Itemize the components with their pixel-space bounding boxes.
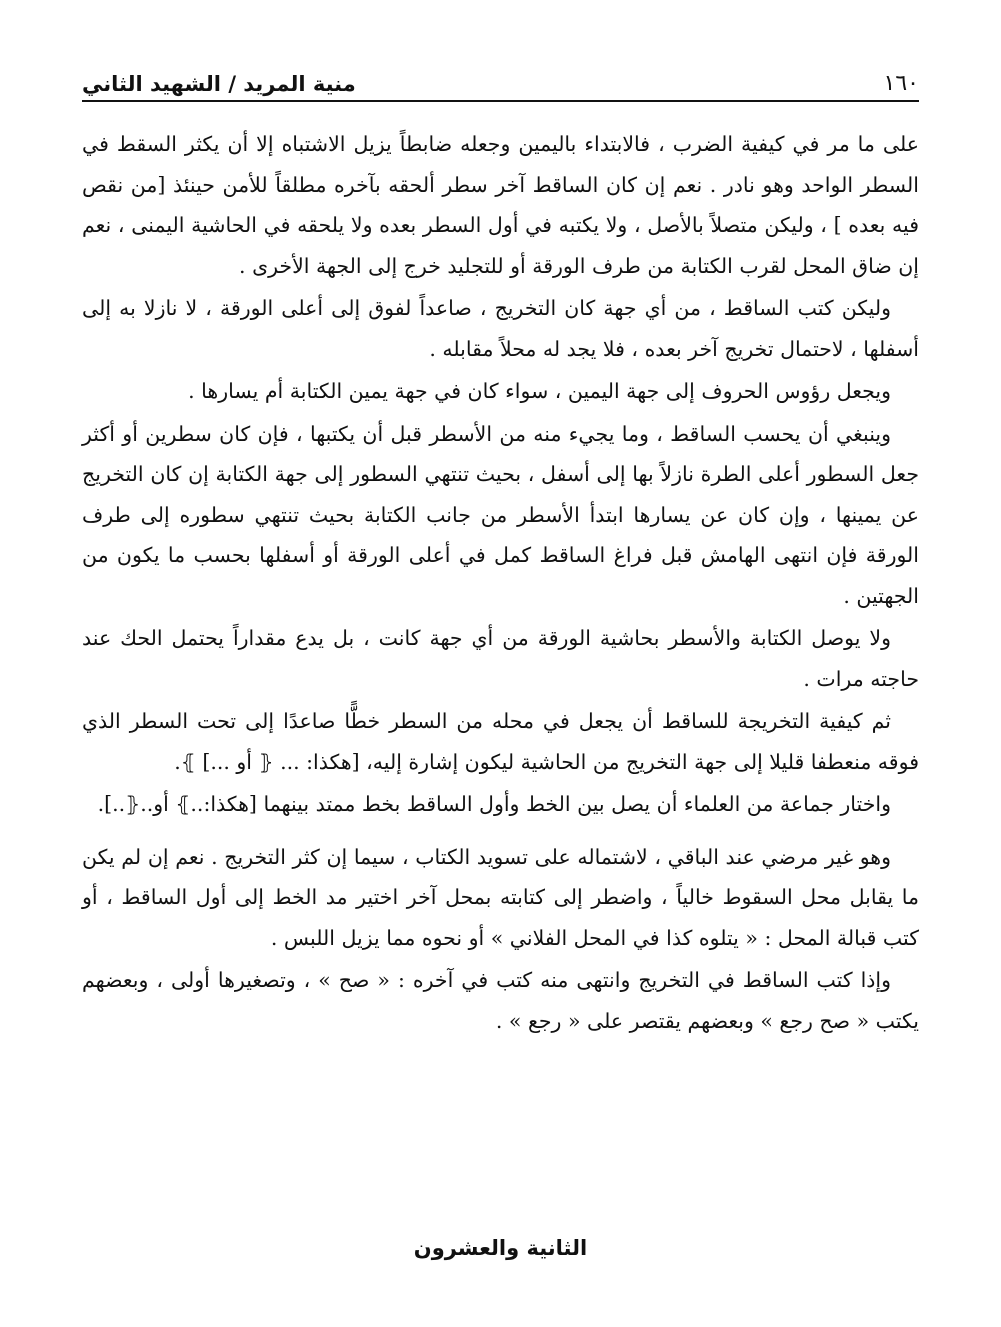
paragraph: ويجعل رؤوس الحروف إلى جهة اليمين ، سواء كان في جهة يمين الكتابة أم يسارها . [188,379,891,403]
paragraph: واختار جماعة من العلماء أن يصل بين الخط وأول الساقط بخط ممتد بينهما [هكذا:..⦄ أو..⦃..]. [97,792,891,816]
page-header [82,60,919,102]
section-heading: الثانية والعشرون [413,1236,588,1260]
paragraph: ثم كيفية التخريجة للساقط أن يجعل في محله من السطر خطًّا صاعدًا إلى تحت السطر الذي فوقه منعطفا قليلا إلى جهة التخريج من الحاشية ليكون إشارة إليه، [هكذا: ... ⦃ أو ...] ⦄. [82,709,919,774]
running-title: منية المريد / الشهيد الثاني [82,72,356,96]
paragraph: على ما مر في كيفية الضرب ، فالابتداء باليمين وجعله ضابطاً يزيل الاشتباه إلا أن يكثر السقط في السطر الواحد وهو نادر . نعم إن كان الساقط آخر سطر ألحقه بآخره مطلقاً للأمن حينئذ [من نقص فيه بعده ] ، وليكن متصلاً بالأصل ، ولا يكتبه في أول السطر بعده ولا يلحقه في الحاشية اليمنى ، نعم إن ضاق المحل لقرب الكتابة من طرف الورقة أو للتجليد خرج إلى الجهة الأخرى . [82,132,919,278]
body-text [82,124,919,1043]
paragraph: ولا يوصل الكتابة والأسطر بحاشية الورقة من أي جهة كانت ، بل يدع مقداراً يحتمل الحك عند حاجته مرات . [82,626,919,691]
paragraph: وليكن كتب الساقط ، من أي جهة كان التخريج ، صاعداً لفوق إلى أعلى الورقة ، لا نازلا به إلى أسفلها ، لاحتمال تخريج آخر بعده ، فلا يجد له محلاً مقابله . [82,296,919,361]
paragraph: وهو غير مرضي عند الباقي ، لاشتماله على تسويد الكتاب ، سيما إن كثر التخريج . نعم إن لم يكن ما يقابل محل السقوط خالياً ، واضطر إلى كتابته بمحل آخر اختير مد الخط إلى أول الساقط ، أو كتب قبالة المحل : « يتلوه كذا في المحل الفلاني » أو نحوه مما يزيل اللبس . [82,844,919,950]
page-number: ١٦٠ [883,71,919,96]
paragraph: وإذا كتب الساقط في التخريج وانتهى منه كتب في آخره : « صح » ، وتصغيرها أولى ، وبعضهم يكتب « صح رجع » وبعضهم يقتصر على « رجع » . [82,968,919,1033]
paragraph: وينبغي أن يحسب الساقط ، وما يجيء منه من الأسطر قبل أن يكتبها ، فإن كان سطرين أو أكثر جعل السطور أعلى الطرة نازلاً بها إلى أسفل ، بحيث تنتهي السطور إلى جهة الكتابة إن كان التخريج عن يمينها ، وإن كان عن يسارها ابتدأ الأسطر من جانب الكتابة بحيث تنتهي سطوره إلى طرف الورقة فإن انتهى الهامش قبل فراغ الساقط كمل في أعلى الورقة أو أسفلها بحسب ما يكون من الجهتين . [82,421,919,608]
